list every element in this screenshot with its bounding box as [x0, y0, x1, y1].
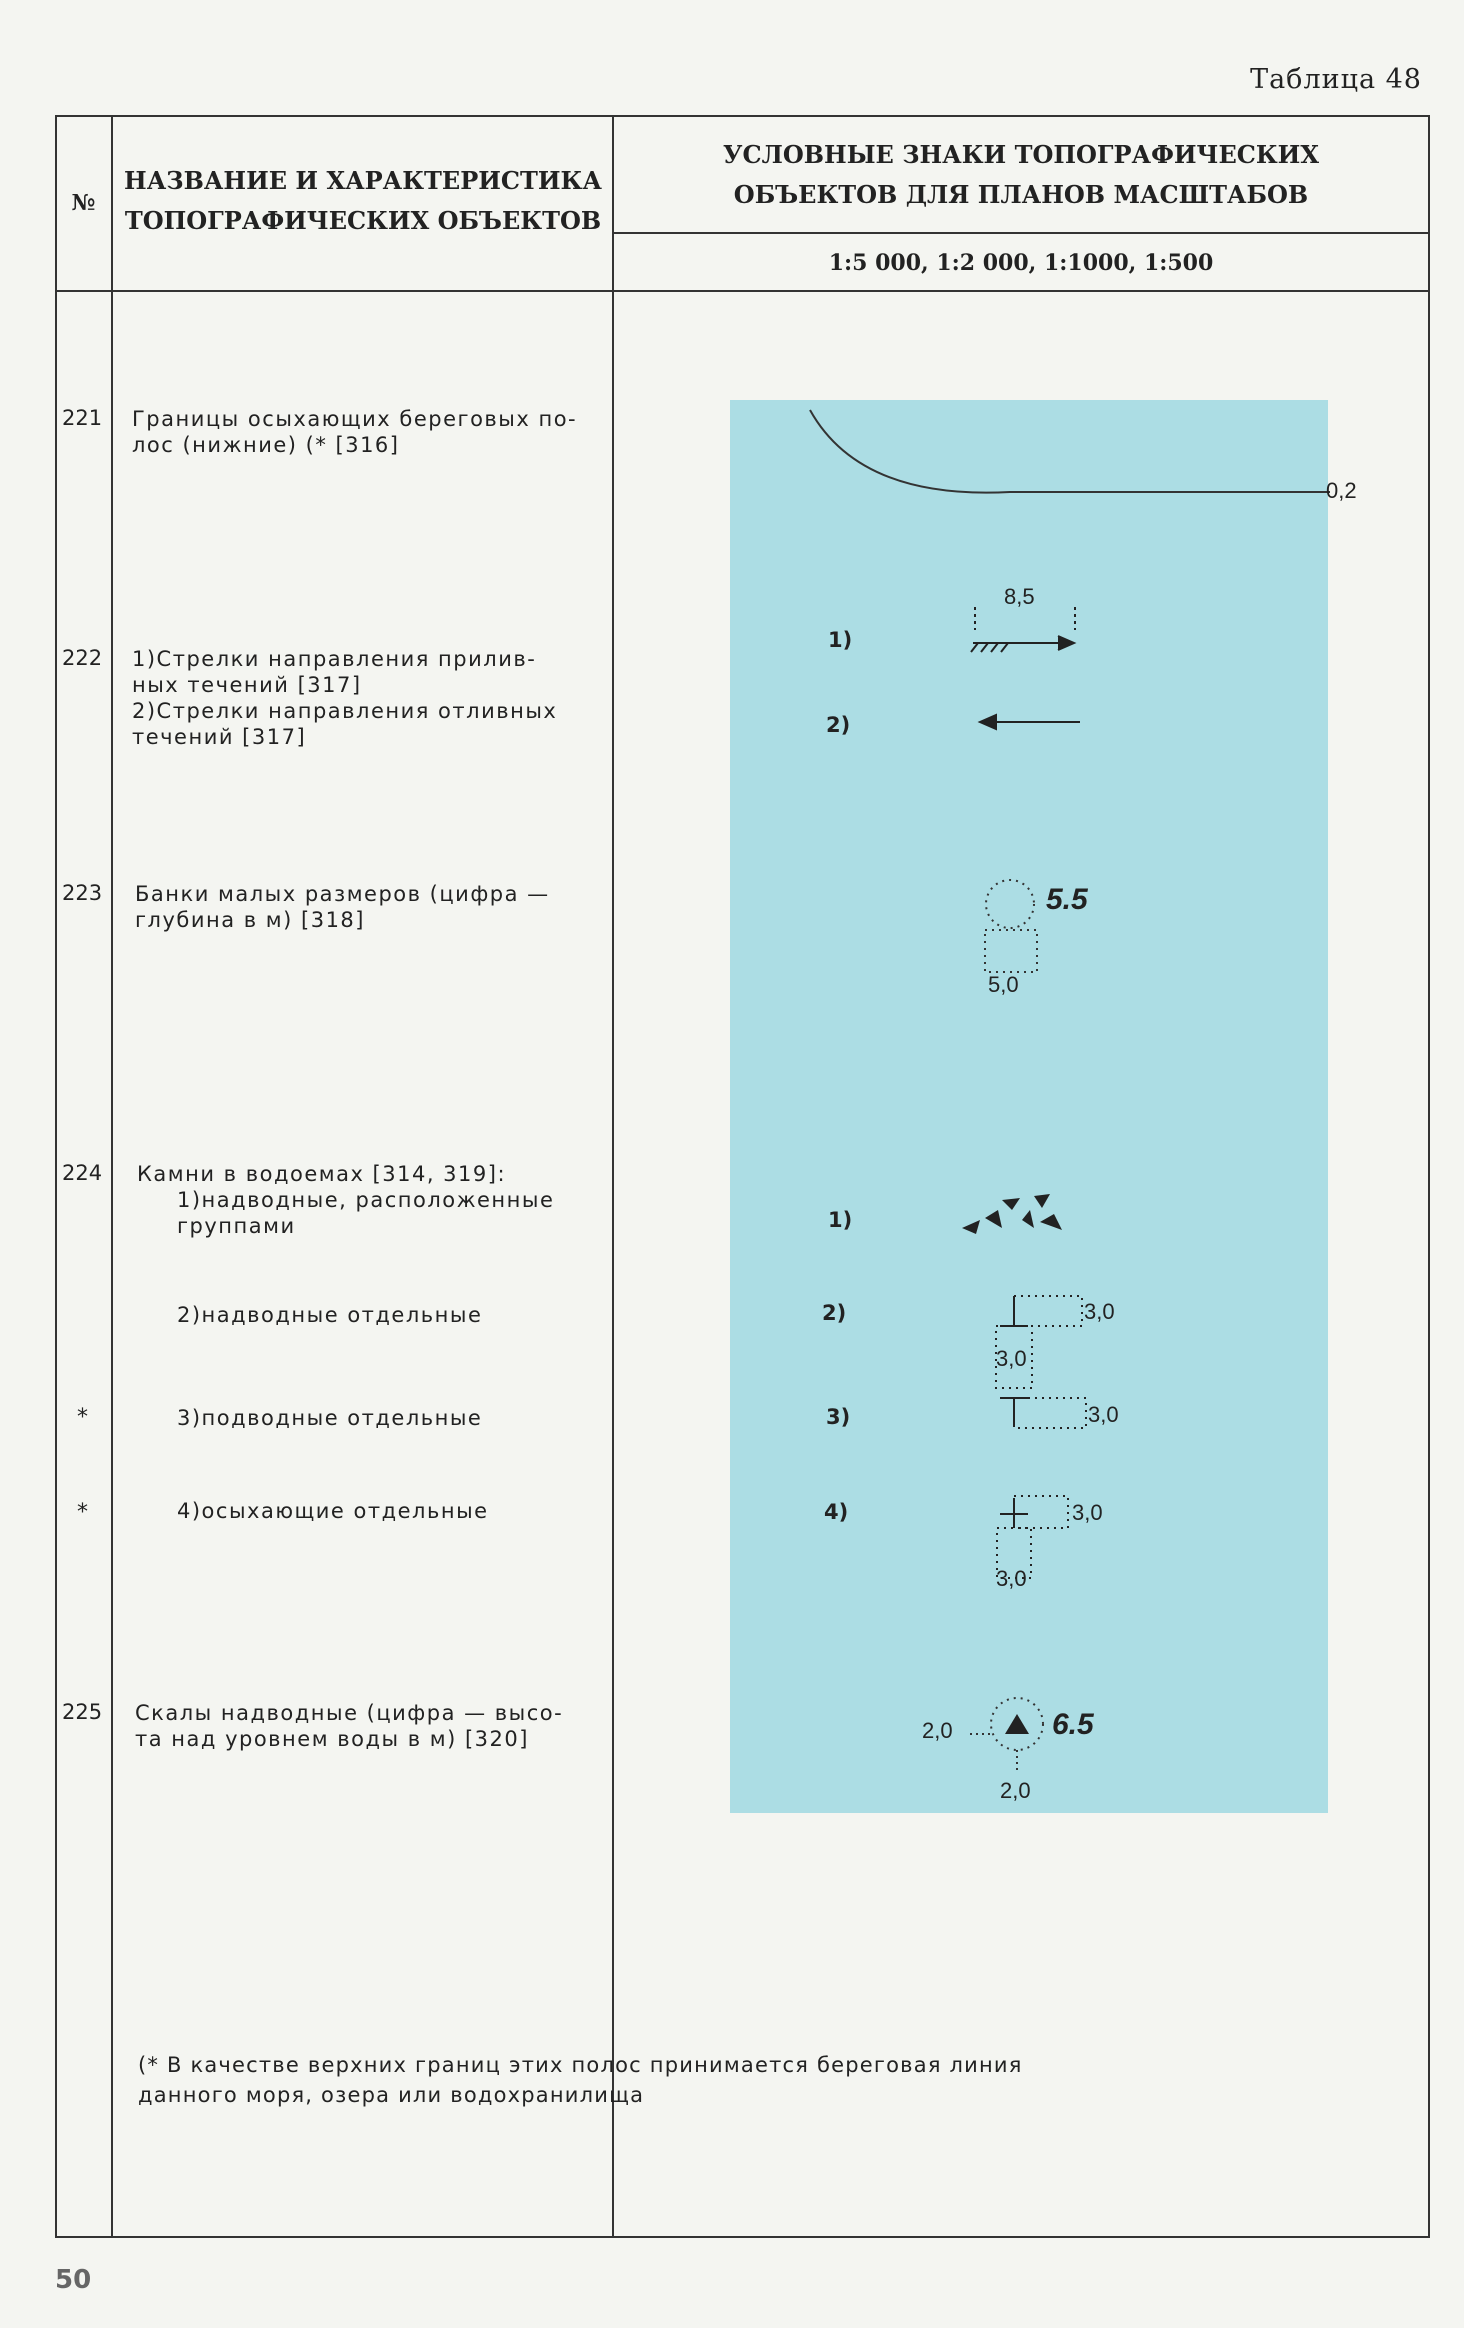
sign-224-label-1: 1) [828, 1208, 853, 1232]
sign-224-4-dim-h: 3,0 [1072, 1500, 1103, 1525]
sign-225-dim-h: 2,0 [922, 1718, 953, 1743]
sign-224-3-dim-h: 3,0 [1088, 1402, 1119, 1427]
header-scales: 1:5 000, 1:2 000, 1:1000, 1:500 [828, 250, 1214, 276]
sign-224-label-2: 2) [822, 1301, 847, 1325]
page-number: 50 [55, 2265, 92, 2295]
flood-current-arrow [971, 607, 1075, 652]
rocks-group-sign [962, 1194, 1062, 1234]
sign-223-depth: 5.5 [1046, 883, 1088, 916]
sign-222-label-2: 2) [826, 713, 851, 737]
header-name-line2: ТОПОГРАФИЧЕСКИХ ОБЪЕКТОВ [124, 206, 602, 235]
row-desc-224-2: 2)надводные отдельные [177, 1303, 483, 1327]
desc-line: лос (нижние) (* [316] [132, 433, 400, 457]
dry-strip-boundary-line [810, 410, 1330, 493]
sign-222-label-1: 1) [828, 628, 853, 652]
header-num: № [71, 190, 96, 216]
desc-line: Скалы надводные (цифра — высо- [135, 1701, 564, 1725]
sign-224-2-dim-v: 3,0 [996, 1346, 1027, 1371]
table-label: Таблица 48 [1250, 64, 1422, 95]
sign-224-label-4: 4) [824, 1500, 849, 1524]
desc-line: глубина в м) [318] [135, 908, 365, 932]
sign-223-dim: 5,0 [988, 972, 1019, 997]
sign-225-height: 6.5 [1052, 1708, 1094, 1741]
surface-rock-sign [996, 1296, 1082, 1388]
desc-line: группами [177, 1214, 296, 1238]
sign-225-dim-v: 2,0 [1000, 1778, 1031, 1803]
row-num-223: 223 [62, 881, 103, 905]
sign-224-label-3: 3) [826, 1405, 851, 1429]
footnote-line: данного моря, озера или водохранилища [138, 2083, 645, 2107]
desc-line: Камни в водоемах [314, 319]: [137, 1162, 507, 1186]
sign-224-4-dim-v: 3,0 [996, 1566, 1027, 1591]
row-desc-224-3: 3)подводные отдельные [177, 1406, 483, 1430]
footnote-line: (* В качестве верхних границ этих полос принимается береговая линия [138, 2053, 1023, 2077]
cliff-sign [970, 1698, 1043, 1770]
header-signs-line2: ОБЪЕКТОВ ДЛЯ ПЛАНОВ МАСШТАБОВ [733, 180, 1309, 209]
desc-line: та над уровнем воды в м) [320] [135, 1727, 529, 1751]
footnote [138, 2050, 1138, 2110]
desc-line: 2)Стрелки направления отливных [132, 699, 558, 723]
sign-221-dim: 0,2 [1326, 478, 1357, 503]
header-name-line1: НАЗВАНИЕ И ХАРАКТЕРИСТИКА [124, 166, 602, 195]
row-marker-star: * [77, 1500, 88, 1525]
header-signs-line1: УСЛОВНЫЕ ЗНАКИ ТОПОГРАФИЧЕСКИХ [723, 140, 1319, 169]
row-num-224: 224 [62, 1161, 103, 1185]
desc-line: 1)надводные, расположенные [177, 1188, 555, 1212]
row-num-225: 225 [62, 1700, 103, 1724]
sign-224-2-dim-h: 3,0 [1084, 1299, 1115, 1324]
ebb-current-arrow [980, 715, 1080, 729]
underwater-rock-sign [1000, 1398, 1086, 1428]
desc-line: ных течений [317] [132, 673, 362, 697]
desc-line: Границы осыхающих береговых по- [132, 407, 578, 431]
desc-line: 1)Стрелки направления прилив- [132, 647, 537, 671]
row-desc-224-4: 4)осыхающие отдельные [177, 1499, 489, 1523]
desc-line: Банки малых размеров (цифра — [135, 882, 550, 906]
row-marker-star: * [77, 1405, 88, 1430]
bank-sign [985, 880, 1037, 972]
desc-line: течений [317] [132, 725, 307, 749]
row-num-221: 221 [62, 406, 103, 430]
sign-222-dim: 8,5 [1004, 584, 1035, 609]
row-num-222: 222 [62, 646, 103, 670]
